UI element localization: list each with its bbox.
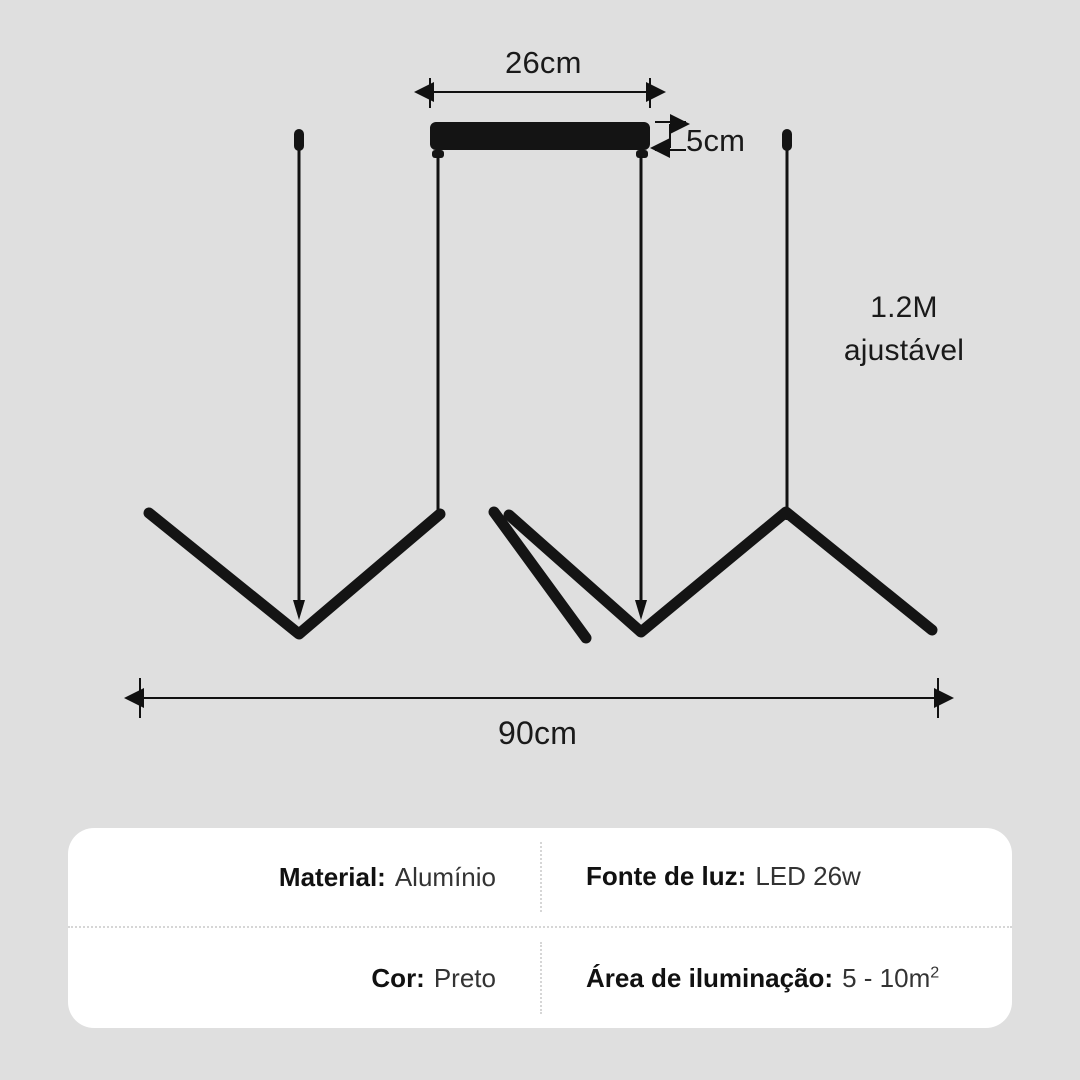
drop-adjustable-text: ajustável [843,333,965,367]
spec-light-source-value: LED 26w [755,861,861,892]
spec-illumination-area [540,942,1012,1014]
dimension-width-bottom [140,678,938,718]
spec-row [68,828,1012,928]
ceiling-canopy [430,122,650,158]
spec-color [68,963,540,994]
spec-material-key: Material: [278,861,386,892]
dimension-label-drop [824,287,984,372]
dimension-label-width-top: 26cm [505,45,582,80]
spec-color-value: Preto [433,962,496,993]
dimension-width-top [430,78,650,108]
spec-row [68,928,1012,1028]
spec-color-key: Cor: [371,962,425,993]
drop-value: 1.2M [870,291,938,324]
dimension-canopy-height [655,122,686,150]
spec-illumination-area-unit-exponent: 2 [930,962,940,981]
dimension-label-width-bottom: 90cm [498,715,578,751]
specifications-card [68,828,1012,1028]
spec-illumination-area-number: 5 - 10m [842,962,931,993]
spec-illumination-area-key: Área de iluminação: [586,962,834,993]
spec-light-source [540,842,1012,913]
led-bar-left [149,513,440,634]
spec-material-value: Alumínio [394,861,496,892]
dimension-label-canopy-height: 5cm [686,123,746,158]
spec-illumination-area-value [842,963,939,994]
spec-light-source-key: Fonte de luz: [586,861,747,892]
spec-material [68,862,540,893]
